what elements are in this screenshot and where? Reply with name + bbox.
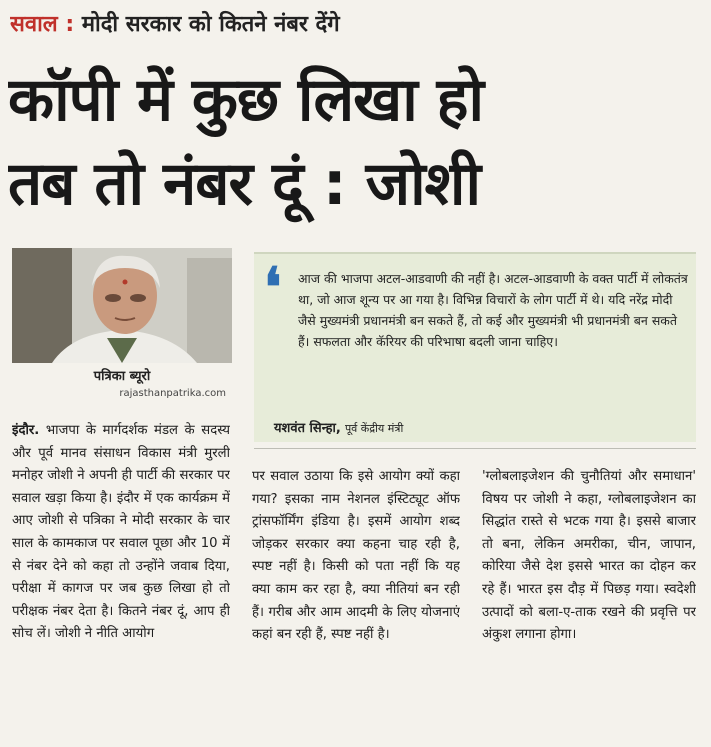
reporter-photo [12,248,232,363]
portrait-image [12,248,232,363]
kicker [10,8,700,48]
article-column-1 [12,420,230,742]
byline-website: rajasthanpatrika.com [119,388,226,399]
article-dateline: इंदौर. [12,423,40,438]
pull-quote-text: आज की भाजपा अटल-आडवाणी की नहीं है। अटल-आडवाणी के वक्त पार्टी में लोकतंत्र था, जो आज शून्य पर आ गया है। विभिन्न विचारों के लोग पार्टी में थे। यदि नरेंद्र मोदी जैसे मुख्यमंत्री प्रधानमंत्री बन सकते हैं, तो कई और मुख्यमंत्री भी प्रधानमंत्री बन सकते हैं। सफलता और कॅरियर की परिभाषा बदली जाना चाहिए। [298,271,688,349]
quote-attribution [274,418,403,436]
article-column-2 [252,466,460,742]
kicker-label: सवाल : [10,12,75,37]
divider [254,448,696,449]
byline [12,366,232,406]
headline-line-2: तब तो नंबर दूं : जोशी [8,149,480,219]
kicker-text: मोदी सरकार को कितने नंबर देंगे [81,12,340,37]
article-column-2-text: पर सवाल उठाया कि इसे आयोग क्यों कहा गया? इसका नाम नेशनल इंस्टिट्यूट ऑफ ट्रांसफॉर्मिंग इंडिया है। इसमें आयोग शब्द जोड़कर सरकार क्या कहना चाह रही है, स्पष्ट नहीं है। किसी को पता नहीं कि यह क्या काम कर रहा है, क्या नीतियां बन रही हैं। गरीब और आम आदमी के लिए योजनाएं कहां बन रही हैं, स्पष्ट नहीं है। [252,469,460,643]
article-column-1-text: भाजपा के मार्गदर्शक मंडल के सदस्य और पूर्व मानव संसाधन विकास मंत्री मुरली मनोहर जोशी ने अपनी ही पार्टी की सरकार पर सवाल खड़ा किया है। इंदौर में एक कार्यक्रम में आए जोशी से पत्रिका ने मोदी सरकार के चार साल के कामकाज पर सवाल पूछा और 10 में से नंबर देने को कहा तो उन्होंने जवाब दिया, परीक्षा में कागज पर जब कुछ लिखा हो तो परीक्षक नंबर देता है। कितने नंबर दूं, आप ही सोच लें। जोशी ने नीति आयोग [12,423,230,642]
quote-author-role: पूर्व केंद्रीय मंत्री [344,422,404,435]
article-column-3-text: 'ग्लोबलाइजेशन की चुनौतियां और समाधान' विषय पर जोशी ने कहा, ग्लोबलाइजेशन का सिद्धांत रास्ते से भटक गया है। इससे बाजार तो बना, लेकिन अमरीका, चीन, जापान, कोरिया जैसे देश इससे भारत का दोहन कर रहे हैं। भारत इस दौड़ में पिछड़ गया। स्वदेशी उत्पादों को बला-ए-ताक रखने की प्रवृत्ति पर अंकुश लगाना होगा। [482,469,696,643]
quote-mark-icon: ❛ [264,255,282,319]
byline-bureau: पत्रिका ब्यूरो [93,369,151,384]
headline [8,58,704,226]
headline-line-1: कॉपी में कुछ लिखा हो [8,65,484,135]
quote-author-name: यशवंत सिन्हा, [274,421,341,436]
pull-quote-box [254,252,696,442]
article-column-3 [482,466,696,742]
